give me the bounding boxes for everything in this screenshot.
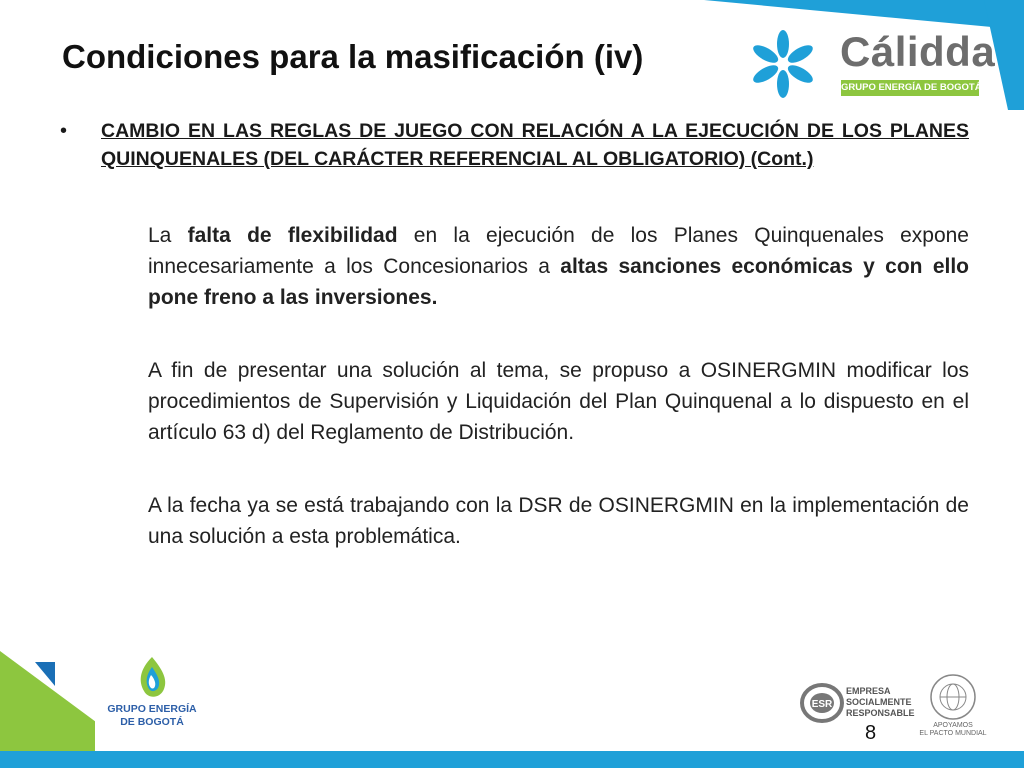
- calidda-wordmark: Cálidda: [840, 28, 996, 75]
- para1-text-c: en la ejecución de los Planes Quinquenales expone innecesariamente a los Concesionarios a: [148, 224, 969, 278]
- calidda-logo: [745, 24, 996, 104]
- globe-icon: [923, 672, 983, 722]
- paragraph-solution: A fin de presentar una solución al tema, se propuso a OSINERGMIN modificar los procedimientos de Supervisión y Liquidación del Plan Quinquenal a lo dispuesto en el artículo 63 d) del Reglamento de Distribución.: [148, 359, 969, 444]
- paragraph-status: A la fecha ya se está trabajando con la DSR de OSINERGMIN en la implementación de una solución a esta problemática.: [148, 494, 969, 548]
- para1-text-a: La: [148, 224, 188, 247]
- esr-line2: SOCIALMENTE: [846, 697, 912, 707]
- global-compact-logo: [918, 672, 988, 742]
- esr-badge-text: ESR: [811, 699, 833, 710]
- calidda-tagline: GRUPO ENERGÍA DE BOGOTÁ: [841, 80, 979, 96]
- slide-title: Condiciones para la masificación (iv): [62, 38, 644, 75]
- global-compact-caption: [912, 722, 994, 738]
- esr-wordmark: [846, 686, 915, 719]
- esr-line3: RESPONSABLE: [846, 708, 915, 718]
- para1-bold-b: falta de flexibilidad: [187, 224, 398, 247]
- esr-line1: EMPRESA: [846, 686, 891, 696]
- gbe-wordmark: [102, 703, 202, 729]
- paragraph-flexibility: [148, 220, 969, 313]
- para1-bold-d: altas sanciones económicas y con ello pone freno a las inversiones.: [148, 255, 969, 309]
- bullet-marker: •: [60, 120, 68, 142]
- gc-line1: APOYAMOS: [933, 722, 973, 729]
- page-number: 8: [865, 722, 877, 744]
- gbe-flame-icon: [132, 655, 172, 703]
- gbe-line2: DE BOGOTÁ: [120, 716, 184, 728]
- gc-line2: EL PACTO MUNDIAL: [919, 730, 987, 737]
- gbe-line1: GRUPO ENERGÍA: [107, 703, 197, 715]
- bullet-heading: CAMBIO EN LAS REGLAS DE JUEGO CON RELACIÓN A LA EJECUCIÓN DE LOS PLANES QUINQUENALES (DEL CARÁCTER REFERENCIAL AL OBLIGATORIO) (Cont.): [101, 120, 969, 170]
- bottom-accent-bar: [0, 751, 1024, 768]
- grupo-energia-bogota-logo: [102, 655, 202, 735]
- esr-logo: [800, 682, 915, 724]
- esr-badge-icon: [800, 682, 844, 724]
- calidda-flower-icon: [745, 24, 825, 104]
